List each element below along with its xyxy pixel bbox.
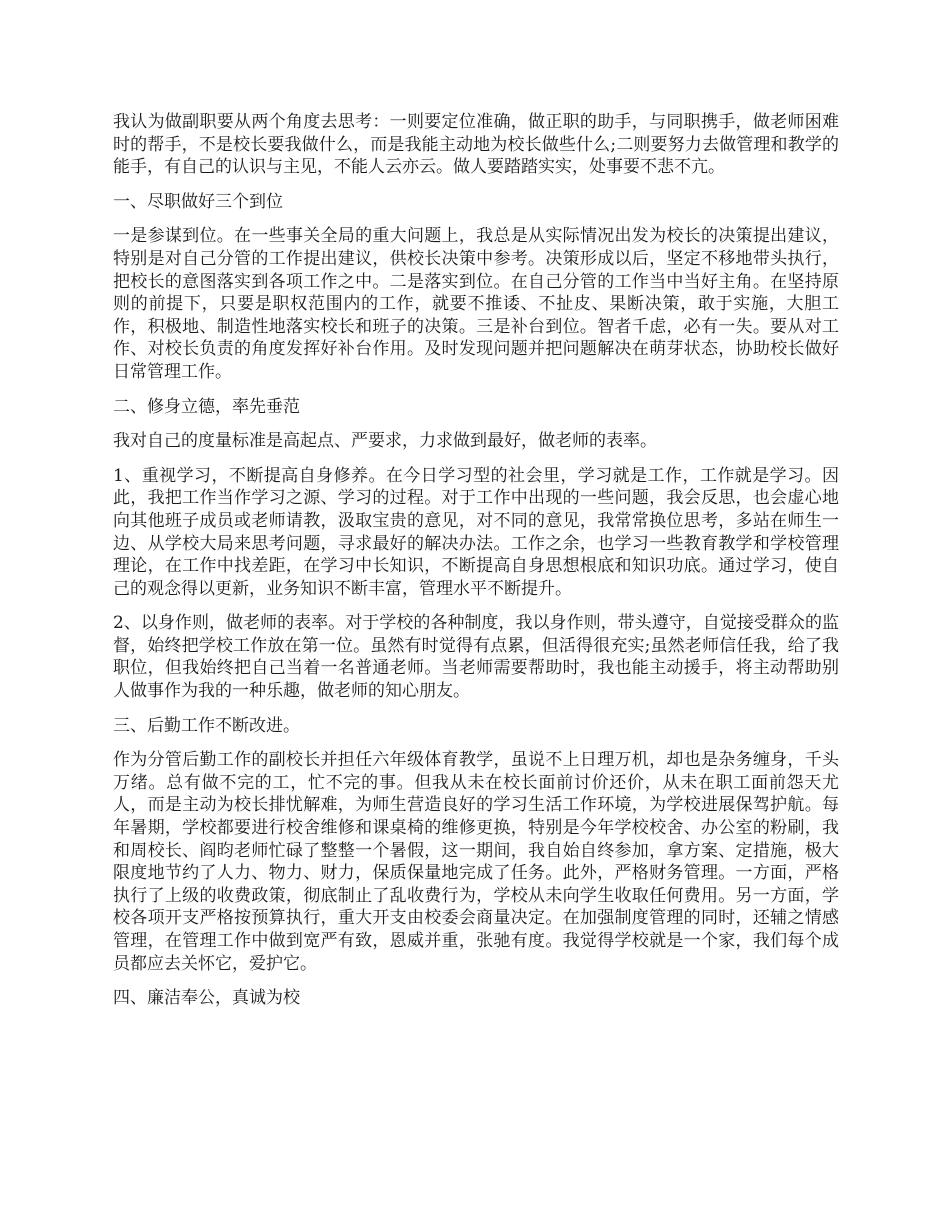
section-2-item-1-paragraph: 1、重视学习，不断提高自身修养。在今日学习型的社会里，学习就是工作，工作就是学习。因此，我把工作当作学习之源、学习的过程。对于工作中出现的一些问题，我会反思，也会虚心地向其他班子成员或老师请教，汲取宝贵的意见，对不同的意见，我常常换位思考，多站在师生一边、从学校大局来思考问题，寻求最好的解决办法。工作之余，也学习一些教育教学和学校管理理论，在工作中找差距，在学习中长知识，不断提高自身思想根底和知识功底。通过学习，使自己的观念得以更新，业务知识不断丰富，管理水平不断提升。 bbox=[113, 465, 839, 599]
section-1-paragraph: 一是参谋到位。在一些事关全局的重大问题上，我总是从实际情况出发为校长的决策提出建议，特别是对自己分管的工作提出建议，供校长决策中参考。决策形成以后，坚定不移地带头执行，把校长的意图落实到各项工作之中。二是落实到位。在自己分管的工作当中当好主角。在坚持原则的前提下，只要是职权范围内的工作，就要不推诿、不扯皮、果断决策，敢于实施，大胆工作，积极地、制造性地落实校长和班子的决策。三是补台到位。智者千虑，必有一失。要从对工作、对校长负责的角度发挥好补台作用。及时发现问题并把问题解决在萌芽状态，协助校长做好日常管理工作。 bbox=[113, 226, 839, 382]
intro-paragraph: 我认为做副职要从两个角度去思考：一则要定位准确，做正职的助手，与同职携手，做老师困难时的帮手，不是校长要我做什么，而是我能主动地为校长做些什么;二则要努力去做管理和教学的能手，有自己的认识与主见，不能人云亦云。做人要踏踏实实，处事要不悲不亢。 bbox=[113, 112, 839, 178]
section-3-paragraph: 作为分管后勤工作的副校长并担任六年级体育教学，虽说不上日理万机，却也是杂务缠身，千头万绪。总有做不完的工，忙不完的事。但我从未在校长面前讨价还价，从未在职工面前怨天尤人，而是主动为校长排忧解难，为师生营造良好的学习生活工作环境，为学校进展保驾护航。每年暑期，学校都要进行校舍维修和课桌椅的维修更换，特别是今年学校校舍、办公室的粉刷，我和周校长、阎昀老师忙碌了整整一个暑假，这一期间，我自始自终参加，拿方案、定措施，极大限度地节约了人力、物力、财力，保质保量地完成了任务。此外，严格财务管理。一方面，严格执行了上级的收费政策，彻底制止了乱收费行为，学校从未向学生收取任何费用。另一方面，学校各项开支严格按预算执行，重大开支由校委会商量决定。在加强制度管理的同时，还辅之情感管理，在管理工作中做到宽严有致，恩威并重，张驰有度。我觉得学校就是一个家，我们每个成员都应去关怀它，爱护它。 bbox=[113, 750, 839, 974]
section-2-item-2-paragraph: 2、以身作则，做老师的表率。对于学校的各种制度，我以身作则，带头遵守，自觉接受群众的监督，始终把学校工作放在第一位。虽然有时觉得有点累，但活得很充实;虽然老师信任我，给了我职位，但我始终把自己当着一名普通老师。当老师需要帮助时，我也能主动援手，将主动帮助别人做事作为我的一种乐趣，做老师的知心朋友。 bbox=[113, 613, 839, 702]
section-heading-1: 一、尽职做好三个到位 bbox=[113, 191, 283, 212]
section-2-intro-paragraph: 我对自己的度量标准是高起点、严要求，力求做到最好，做老师的表率。 bbox=[113, 431, 657, 452]
section-heading-4: 四、廉洁奉公，真诚为校 bbox=[113, 988, 300, 1009]
section-heading-2: 二、修身立德，率先垂范 bbox=[113, 396, 300, 417]
document-body bbox=[113, 111, 839, 1022]
section-heading-3: 三、后勤工作不断改进。 bbox=[113, 715, 300, 736]
